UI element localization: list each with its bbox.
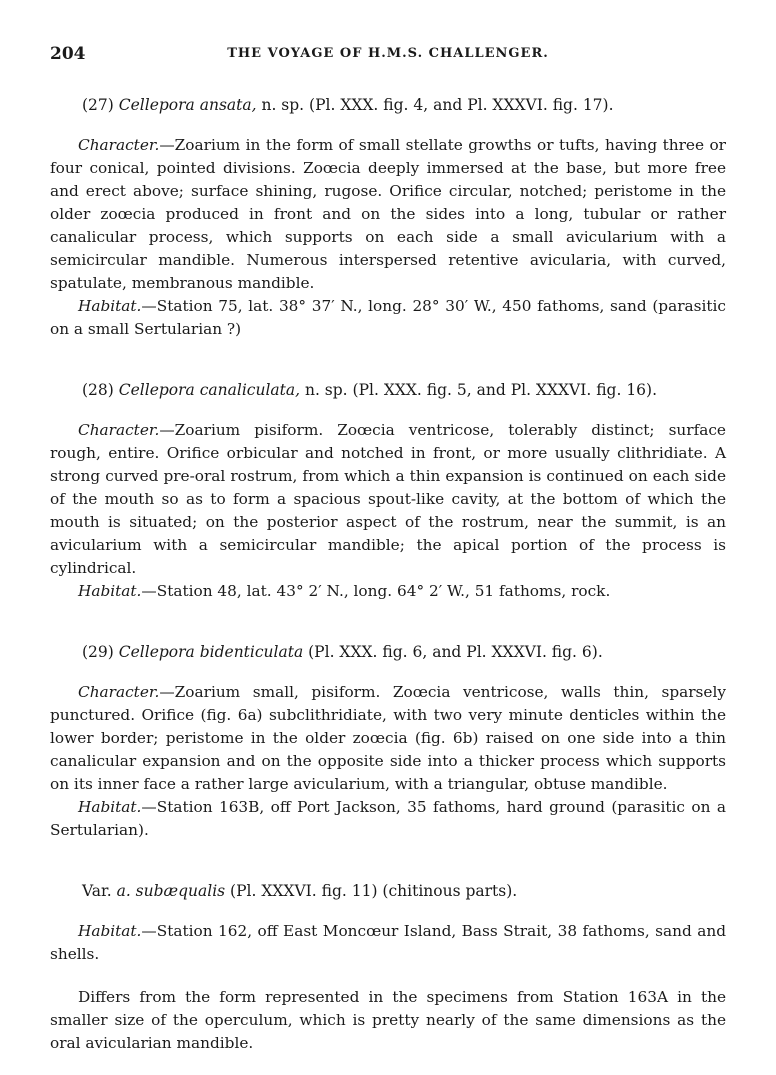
habitat-paragraph bbox=[50, 920, 726, 966]
variety-name: subæqualis bbox=[130, 882, 226, 900]
character-label: Character. bbox=[78, 421, 160, 439]
habitat-text: —Station 75, lat. 38° 37′ N., long. 28° 30′ W., 450 fathoms, sand (parasitic on a small Sertularian ?) bbox=[50, 297, 726, 338]
page-number: 204 bbox=[50, 44, 86, 64]
entry-title bbox=[82, 379, 726, 401]
habitat-label: Habitat. bbox=[78, 798, 142, 816]
variety-title bbox=[82, 880, 726, 902]
habitat-paragraph bbox=[50, 295, 726, 341]
character-text: —Zoarium pisiform. Zoœcia ventricose, tolerably distinct; surface rough, entire. Orifice orbicular and notched in front, or more usually clithridiate. A strong curved pre-oral rostrum, from which a thin expansion is continued on each side of the mouth so as to form a spacious spout-like cavity, at the bottom of which the mouth is situated; on the posterior aspect of the rostrum, near the summit, is an avicularium with a semicircular mandible; the apical portion of the process is cylindrical. bbox=[50, 421, 726, 577]
character-label: Character. bbox=[78, 683, 160, 701]
habitat-text: —Station 162, off East Moncœur Island, Bass Strait, 38 fathoms, sand and shells. bbox=[50, 922, 726, 963]
variety-prefix: Var. bbox=[82, 882, 117, 900]
character-paragraph bbox=[50, 419, 726, 580]
entry-title bbox=[82, 94, 726, 116]
species-entry bbox=[50, 379, 726, 603]
habitat-label: Habitat. bbox=[78, 297, 142, 315]
character-paragraph bbox=[50, 134, 726, 295]
entry-number: (29) bbox=[82, 643, 114, 661]
entry-reference: n. sp. (Pl. XXX. fig. 5, and Pl. XXXVI. fig. 16). bbox=[300, 381, 658, 399]
character-paragraph bbox=[50, 681, 726, 796]
variety-entry bbox=[50, 880, 726, 1055]
entry-reference: n. sp. (Pl. XXX. fig. 4, and Pl. XXXVI. fig. 17). bbox=[256, 96, 614, 114]
habitat-paragraph bbox=[50, 796, 726, 842]
habitat-text: —Station 163B, off Port Jackson, 35 fathoms, hard ground (parasitic on a Sertularian). bbox=[50, 798, 726, 839]
entry-title bbox=[82, 641, 726, 663]
entry-reference: (Pl. XXX. fig. 6, and Pl. XXXVI. fig. 6). bbox=[303, 643, 603, 661]
variety-reference: (Pl. XXXVI. fig. 11) (chitinous parts). bbox=[225, 882, 518, 900]
character-label: Character. bbox=[78, 136, 160, 154]
habitat-label: Habitat. bbox=[78, 582, 142, 600]
entry-number: (27) bbox=[82, 96, 114, 114]
variety-letter: a. bbox=[116, 882, 131, 900]
variety-note: Differs from the form represented in the specimens from Station 163A in the smaller size of the operculum, which is pretty nearly of the same dimensions as the oral avicularian mandible. bbox=[50, 988, 726, 1052]
species-entry bbox=[50, 94, 726, 341]
document-page bbox=[50, 44, 726, 1075]
running-head: THE VOYAGE OF H.M.S. CHALLENGER. bbox=[227, 46, 549, 61]
species-entry bbox=[50, 641, 726, 842]
page-header bbox=[50, 44, 726, 72]
species-name: Cellepora canaliculata, bbox=[118, 381, 301, 399]
entry-number: (28) bbox=[82, 381, 114, 399]
habitat-text: —Station 48, lat. 43° 2′ N., long. 64° 2′ W., 51 fathoms, rock. bbox=[141, 582, 611, 600]
character-text: —Zoarium in the form of small stellate growths or tufts, having three or four conical, pointed divisions. Zoœcia deeply immersed at the base, but more free and erect above; surface shining, rugose. Orifice circular, notched; peristome in the older zoœcia produced in front and on the sides into a long, tubular or rather canalicular process, which supports on each side a small avicularium with a semicircular mandible. Numerous interspersed retentive avicularia, with curved, spatulate, membranous mandible. bbox=[50, 136, 726, 292]
habitat-paragraph bbox=[50, 580, 726, 603]
character-text: —Zoarium small, pisiform. Zoœcia ventricose, walls thin, sparsely punctured. Orifice (fig. 6a) subclithridiate, with two very minute denticles within the lower border; peristome in the older zoœcia (fig. 6b) raised on one side into a thin canalicular expansion and on the opposite side into a thicker process which supports on its inner face a rather large avicularium, with a triangular, obtuse mandible. bbox=[50, 683, 726, 793]
habitat-label: Habitat. bbox=[78, 922, 142, 940]
species-name: Cellepora ansata, bbox=[118, 96, 257, 114]
species-name: Cellepora bidenticulata bbox=[118, 643, 304, 661]
